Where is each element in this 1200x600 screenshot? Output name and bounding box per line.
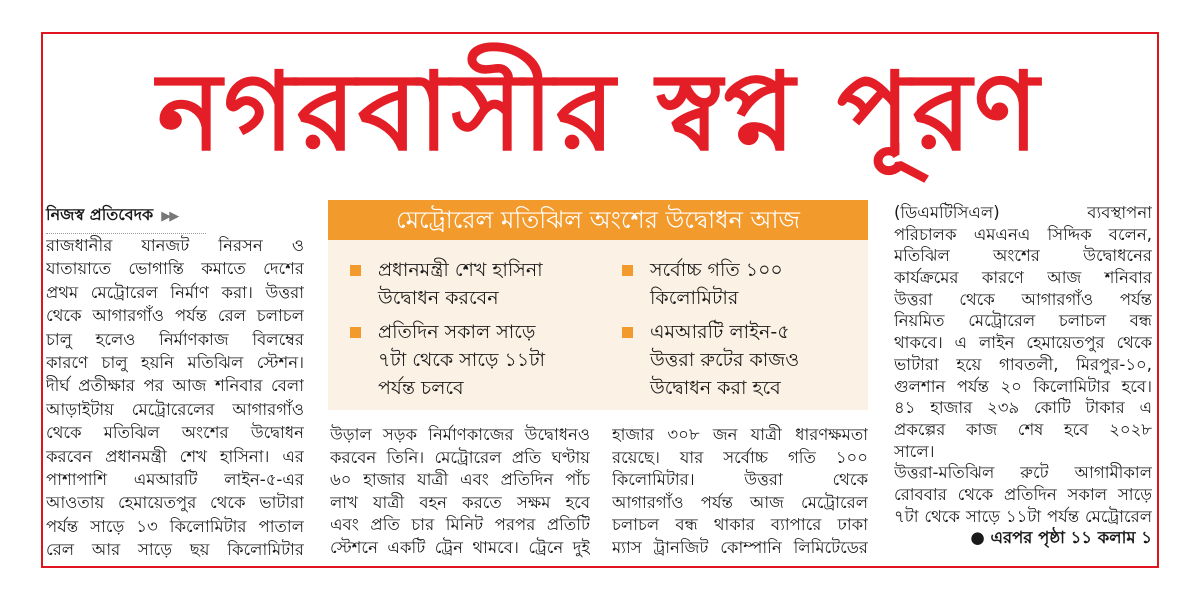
text-line: করবেন তিনি। মেট্রোরেল প্রতি ঘণ্টায়: [330, 447, 590, 467]
text-line: থেকে মতিঝিল অংশের উদ্বোধন: [46, 423, 304, 443]
byline: [46, 202, 206, 234]
text-line: (ডিএমটিসিএল) ব্যবস্থাপনা: [894, 203, 1152, 222]
text-line: কারণে চালু হয়নি মতিঝিল স্টেশন।: [46, 352, 304, 372]
headline: নগরবাসীর স্বপ্ন পূরণ: [157, 50, 1041, 175]
right-column: [894, 202, 1152, 549]
bullet-line: প্রধানমন্ত্রী শেখ হাসিনা: [378, 259, 543, 281]
text-line: ৬০ হাজার যাত্রী এবং প্রতিদিন পাঁচ: [330, 470, 590, 490]
text-line: ভাটারা হয়ে গাবতলী, মিরপুর-১০,: [894, 354, 1152, 374]
text-line: করবেন প্রধানমন্ত্রী শেখ হাসিনা। এর: [46, 446, 304, 466]
text-line: রাজধানীর যানজট নিরসন ও: [46, 236, 304, 255]
highlight-bullet: [378, 256, 543, 312]
text-line: লাখ যাত্রী বহন করতে সক্ষম হবে: [330, 492, 590, 512]
highlight-bullet: [378, 318, 545, 402]
text-line: আওতায় হেমায়েতপুর থেকে ভাটারা: [46, 493, 304, 513]
text-line: উড়াল সড়ক নির্মাণকাজের উদ্বোধনও: [330, 425, 590, 444]
bullet-line: উত্তরা রুটের কাজও: [650, 349, 800, 371]
text-line: নিয়মিত মেট্রোরেল চলাচল বন্ধ: [894, 311, 1152, 331]
text-line: পর্যন্ত সাড়ে ১৩ কিলোমিটার পাতাল: [46, 516, 304, 536]
byline-label: নিজস্ব প্রতিবেদক: [46, 205, 154, 224]
left-column: [46, 234, 304, 561]
text-line: রয়েছে। যার সর্বোচ্চ গতি ১০০: [612, 447, 868, 467]
bullet-square-icon: [350, 265, 361, 276]
middle-column-2: [612, 424, 868, 560]
text-line: দীর্ঘ প্রতীক্ষার পর আজ শনিবার বেলা: [46, 376, 304, 396]
text-line: ৭টা থেকে সাড়ে ১১টা পর্যন্ত মেট্রোরেল: [894, 506, 1152, 526]
text-line: উত্তরা থেকে আগারগাঁও পর্যন্ত: [894, 289, 1152, 309]
text-line: কার্যক্রমের কারণে আজ শনিবার: [894, 268, 1152, 288]
text-line: রেল আর সাড়ে ছয় কিলোমিটার: [46, 540, 304, 560]
bullet-line: প্রতিদিন সকাল সাড়ে: [378, 321, 536, 343]
text-line: প্রথম মেট্রোরেল নির্মাণ করা। উত্তরা: [46, 282, 304, 302]
text-line: ম্যাস ট্রানজিট কোম্পানি লিমিটেডের: [612, 537, 868, 557]
text-line: রোববার থেকে প্রতিদিন সকাল সাড়ে: [894, 484, 1152, 504]
text-line: যাতায়াতে ভোগান্তি কমাতে দেশের: [46, 259, 304, 279]
bullet-line: কিলোমিটার: [650, 287, 739, 309]
bullet-line: উদ্বোধন করা হবে: [650, 377, 781, 399]
text-line: আগারগাঁও পর্যন্ত আজ মেট্রোরেল: [612, 492, 868, 512]
text-line: থেকে আগারগাঁও পর্যন্ত রেল চলাচল: [46, 306, 304, 326]
text-line: এবং প্রতি চার মিনিট পরপর প্রতিটি: [330, 515, 590, 535]
bullet-line: এমআরটি লাইন-৫: [650, 321, 790, 343]
text-line: চালু হলেও নির্মাণকাজ বিলম্বের: [46, 329, 304, 349]
text-line: চলাচল বন্ধ থাকার ব্যাপারে ঢাকা: [612, 515, 868, 535]
double-arrow-icon: ▶▶: [161, 209, 178, 224]
middle-column-1: [330, 424, 590, 560]
text-line: ৪১ হাজার ২৩৯ কোটি টাকার এ: [894, 398, 1152, 418]
text-line: প্রকল্পের কাজ শেষ হবে ২০২৮: [894, 419, 1152, 439]
highlight-bullet: [650, 318, 799, 402]
text-line: কিলোমিটার। উত্তরা থেকে: [612, 470, 868, 490]
bullet-line: সর্বোচ্চ গতি ১০০: [650, 259, 783, 281]
bullet-square-icon: [622, 327, 633, 338]
text-line: স্টেশনে একটি ট্রেন থামবে। ট্রেনে দুই: [330, 537, 590, 557]
highlight-bullet: [650, 256, 783, 312]
bullet-line: ৭টা থেকে সাড়ে ১১টা: [378, 349, 546, 371]
bullet-line: পর্যন্ত চলবে: [378, 377, 464, 399]
text-line: সালে।: [894, 441, 935, 461]
text-line: আড়াইটায় মেট্রোরেলের আগারগাঁও: [46, 399, 304, 419]
text-line: পরিচালক এমএনএ সিদ্দিক বলেন,: [894, 224, 1152, 244]
text-line: হাজার ৩০৮ জন যাত্রী ধারণক্ষমতা: [612, 425, 868, 444]
continuation-note: ● এরপর পৃষ্ঠা ১১ কলাম ১: [970, 528, 1152, 548]
bullet-line: উদ্বোধন করবেন: [378, 287, 499, 309]
highlight-box-title: মেট্রোরেল মতিঝিল অংশের উদ্বোধন আজ: [328, 200, 868, 240]
bullet-square-icon: [350, 327, 361, 338]
text-line: গুলশান পর্যন্ত ২০ কিলোমিটার হবে।: [894, 376, 1152, 396]
text-line: মতিঝিল অংশের উদ্বোধনের: [894, 246, 1152, 266]
text-line: পাশাপাশি এমআরটি লাইন-৫-এর: [46, 469, 304, 489]
bullet-square-icon: [622, 265, 633, 276]
text-line: উত্তরা-মতিঝিল রুটে আগামীকাল: [894, 463, 1152, 483]
text-line: থাকবে। এ লাইন হেমায়েতপুর থেকে: [894, 333, 1152, 353]
